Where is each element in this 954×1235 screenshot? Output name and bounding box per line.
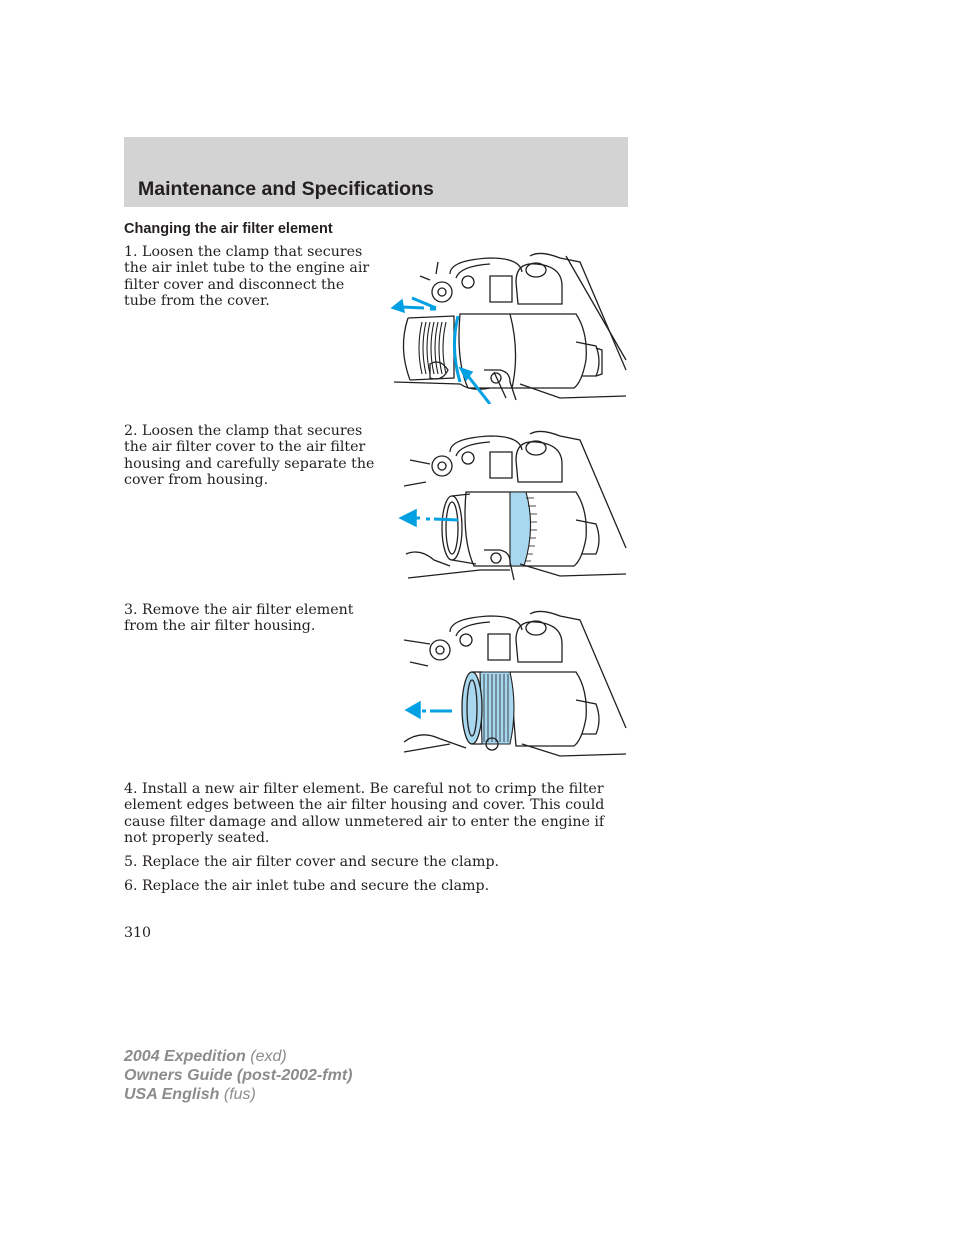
figure-step-3	[390, 610, 630, 762]
footer-language-code: (fus)	[223, 1086, 256, 1103]
subheading: Changing the air filter element	[124, 221, 333, 237]
step-1-text: 1. Loosen the clamp that secures the air inlet tube to the engine air filter cover and disconnect the tube from the cover.	[124, 244, 370, 309]
section-header-band	[124, 137, 628, 207]
footer-language: USA English	[124, 1086, 220, 1103]
footer-model: 2004 Expedition	[124, 1048, 246, 1065]
footer-model-code: (exd)	[250, 1048, 287, 1065]
footer-line-2	[124, 1066, 352, 1085]
figure-step-1	[390, 252, 630, 404]
step-5-text: 5. Replace the air filter cover and secure the clamp.	[124, 854, 500, 870]
step-6-text: 6. Replace the air inlet tube and secure the clamp.	[124, 878, 490, 894]
page-number: 310	[124, 925, 152, 941]
document-footer	[124, 1047, 352, 1104]
section-title: Maintenance and Specifications	[138, 178, 434, 200]
step-4-text: 4. Install a new air filter element. Be careful not to crimp the filter element edges between the air filter housing and cover. This could cause filter damage and allow unmetered air to enter the engine if not properly seated.	[124, 781, 605, 846]
step-3-text: 3. Remove the air filter element from the air filter housing.	[124, 602, 354, 635]
step-2-text: 2. Loosen the clamp that secures the air filter cover to the air filter housing and carefully separate the cover from housing.	[124, 423, 375, 488]
footer-line-3	[124, 1085, 352, 1104]
footer-line-1	[124, 1047, 352, 1066]
figure-step-2	[390, 430, 630, 582]
footer-guide: Owners Guide (post-2002-fmt)	[124, 1067, 353, 1084]
